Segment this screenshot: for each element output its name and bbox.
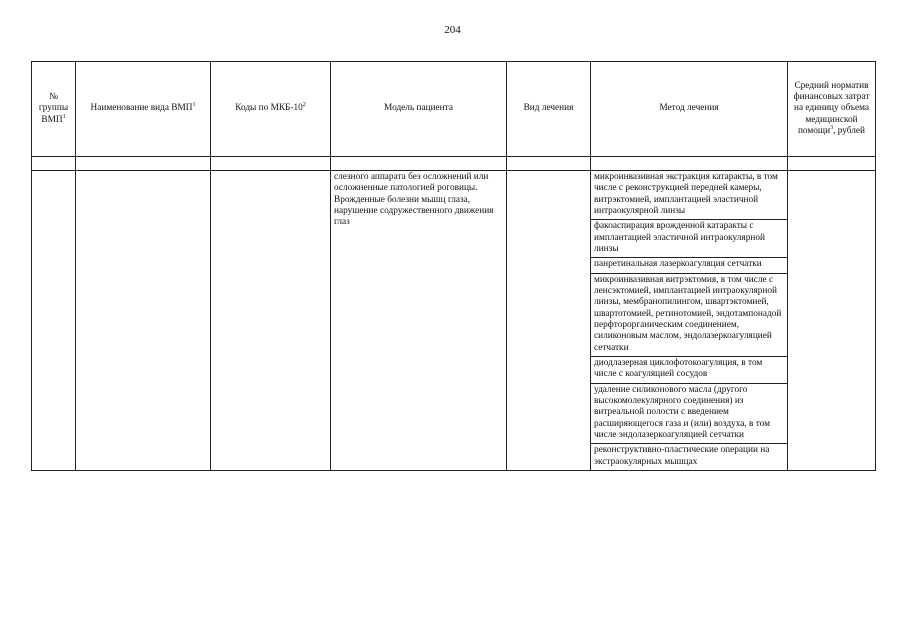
vmp-name-cell — [76, 171, 211, 471]
method-item: диодлазерная циклофотокоагуляция, в том числе с коагуляцией сосудов — [591, 357, 787, 384]
vmp-table — [31, 61, 876, 471]
average-cost-cell — [788, 171, 876, 471]
page-number: 204 — [444, 24, 461, 36]
group-number-cell — [32, 171, 76, 471]
method-item: микроинвазивная экстракция катаракты, в том числе с реконструкцией передней камеры, витрэктомией, имплантацией эластичной интраокулярной линзы — [591, 171, 787, 220]
header-patient-model: Модель пациента — [331, 62, 507, 157]
method-item: удаление силиконового масла (другого высокомолекулярного соединения) из витреальной полости с введением расширяющегося газа и (или) воздуха, в том числе эндолазеркоагуляцией сетчатки — [591, 384, 787, 445]
treatment-type-cell — [507, 171, 591, 471]
patient-model-cell: слезного аппарата без осложнений или осложненные патологией роговицы. Врожденные болезни мышц глаза, нарушение содружественного движения глаз — [331, 171, 507, 471]
method-item: микроинвазивная витрэктомия, в том числе с ленсэктомией, имплантацией интраокулярной линзы, мембранопилингом, швартэктомией, швартотомией, ретинотомией, эндотампонадой перфторорганическим соединением, силиконовым маслом, эндолазеркоагуляцией сетчатки — [591, 274, 787, 357]
header-average-cost: Средний норматив финансовых затрат на единицу объема медицинской помощи$^3$, рублей — [788, 62, 876, 157]
header-treatment-type: Вид лечения — [507, 62, 591, 157]
table-row — [32, 171, 876, 471]
method-item: реконструктивно-пластические операции на экстраокулярных мышцах — [594, 445, 770, 467]
header-vmp-name: Наименование вида ВМП$^1$ — [76, 62, 211, 157]
method-item: факоаспирация врожденной катаракты с имплантацией эластичной интраокулярной линзы — [591, 220, 787, 258]
treatment-method-cell — [591, 171, 788, 471]
header-group-number: № группы ВМП$^1$ — [32, 62, 76, 157]
mkb-codes-cell — [211, 171, 331, 471]
header-treatment-method: Метод лечения — [591, 62, 788, 157]
column-number-row — [32, 157, 876, 171]
method-item: панретинальная лазеркоагуляция сетчатки — [591, 258, 787, 273]
header-mkb-codes: Коды по МКБ-$10^2$ — [211, 62, 331, 157]
header-row — [32, 62, 876, 157]
